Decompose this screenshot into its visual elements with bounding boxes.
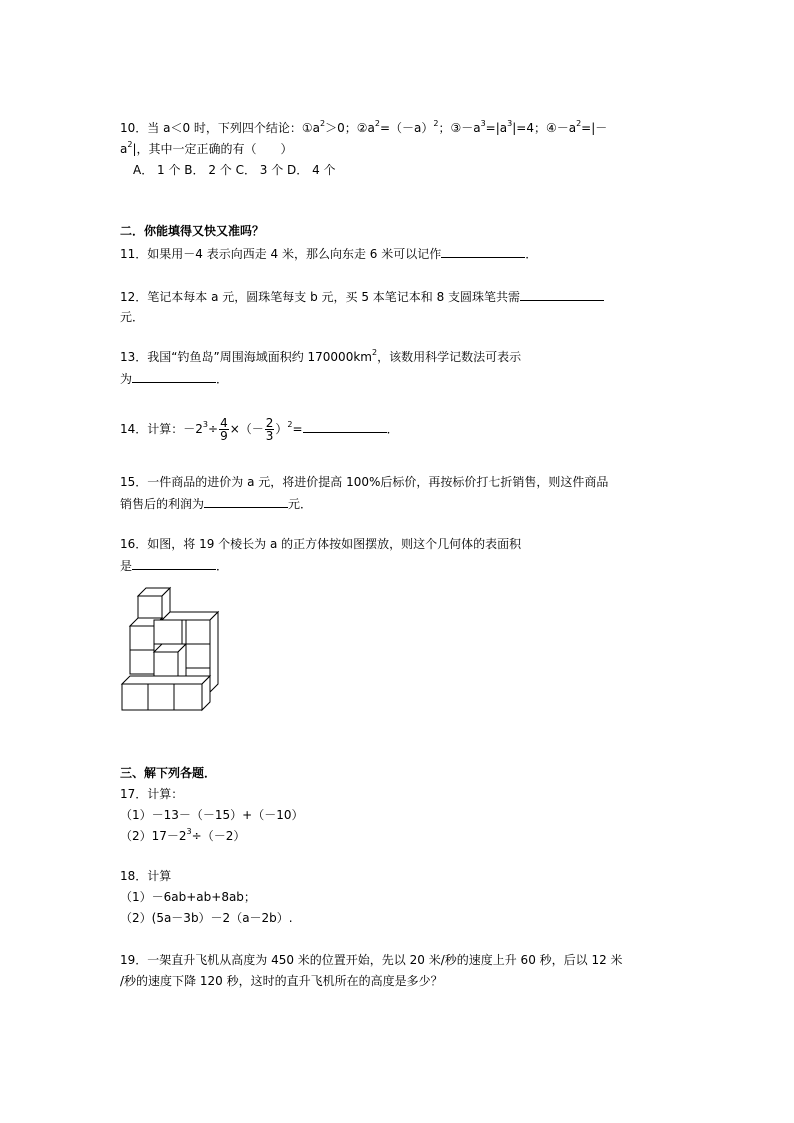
answer-blank: [132, 370, 216, 383]
cube-face: [122, 676, 210, 684]
q16-line2: 是 ．: [120, 559, 229, 573]
section3-title: 三、解下列各题．: [120, 766, 217, 780]
cube-face: [154, 652, 178, 676]
cube-face: [186, 644, 210, 668]
q13-line2: 为 ．: [120, 372, 229, 386]
q13-line1: 13．我国“钓鱼岛”周围海域面积约 $170000km^2$，该数用科学记数法可表示: [120, 348, 522, 364]
answer-blank: [132, 557, 216, 570]
cube-face: [154, 620, 182, 644]
answer-blank: [441, 245, 525, 258]
cube-face: [162, 612, 218, 620]
cube-face: [138, 596, 162, 620]
q18-part2: （2）(5a－3b）－2（a－2b）.: [120, 911, 293, 925]
q11: 11．如果用－4 表示向西走 4 米，那么向东走 6 米可以记作 ．: [120, 247, 538, 261]
q12-line2: 元．: [120, 310, 145, 324]
cube-face: [210, 612, 218, 692]
cube-face: [148, 684, 174, 710]
fraction: $\frac{2}{3}$: [265, 416, 274, 443]
q19-line2: /秒的速度下降 120 秒，这时的直升飞机所在的高度是多少？: [120, 974, 443, 988]
q19-line1: 19．一架直升飞机从高度为 450 米的位置开始，先以 20 米/秒的速度上升 60 秒，后以 12 米: [120, 953, 623, 967]
q12-line1: 12．笔记本每本 a 元，圆珠笔每支 b 元，买 5 本笔记本和 8 支圆珠笔共需: [120, 288, 604, 305]
q17-title: 17．计算：: [120, 787, 184, 801]
q10-line2: $a^2|$，其中一定正确的有（ ）: [120, 140, 293, 156]
q15-line2: 销售后的利润为 元．: [120, 497, 313, 511]
answer-blank: [204, 495, 288, 508]
section2-title: 二．你能填得又快又准吗？: [120, 224, 265, 238]
q10-line1: 10．当 a＜0 时，下列四个结论：$①a^2>0$；$②a^2=(-a)^2$；$③-a^3=|a^3|=4$；$④-a^2=|-$: [120, 119, 608, 135]
q10-options: A． 1 个 B． 2 个 C． 3 个 D． 4 个: [133, 163, 336, 177]
q14: 14．计算：$-2^3\div$ $\frac{4}{9}$ ×（－ $\frac{2}{3}$ ）$^2$= ．: [120, 416, 399, 443]
cube-face: [174, 684, 202, 710]
q18-title: 18．计算: [120, 869, 172, 883]
fraction: $\frac{4}{9}$: [220, 416, 228, 443]
q18-part1: （1）－6ab+ab+8ab；: [120, 890, 256, 904]
q16-line1: 16．如图，将 19 个棱长为 a 的正方体按如图摆放，则这个几何体的表面积: [120, 537, 522, 551]
cube-face: [130, 650, 154, 674]
q17-part2: $(2)17-2^3\div(-2)$: [120, 827, 246, 843]
cube-stack-figure: [118, 584, 230, 714]
q15-line1: 15．一件商品的进价为 a 元，将进价提高 100%后标价，再按标价打七折销售，则这件商品: [120, 475, 609, 489]
cube-face: [130, 626, 154, 650]
cube-face: [186, 620, 210, 644]
answer-blank: [303, 420, 387, 433]
q17-part1: （1）－13－（－15）+（－10）: [120, 808, 304, 822]
cube-face: [122, 684, 148, 710]
answer-blank: [520, 288, 604, 301]
